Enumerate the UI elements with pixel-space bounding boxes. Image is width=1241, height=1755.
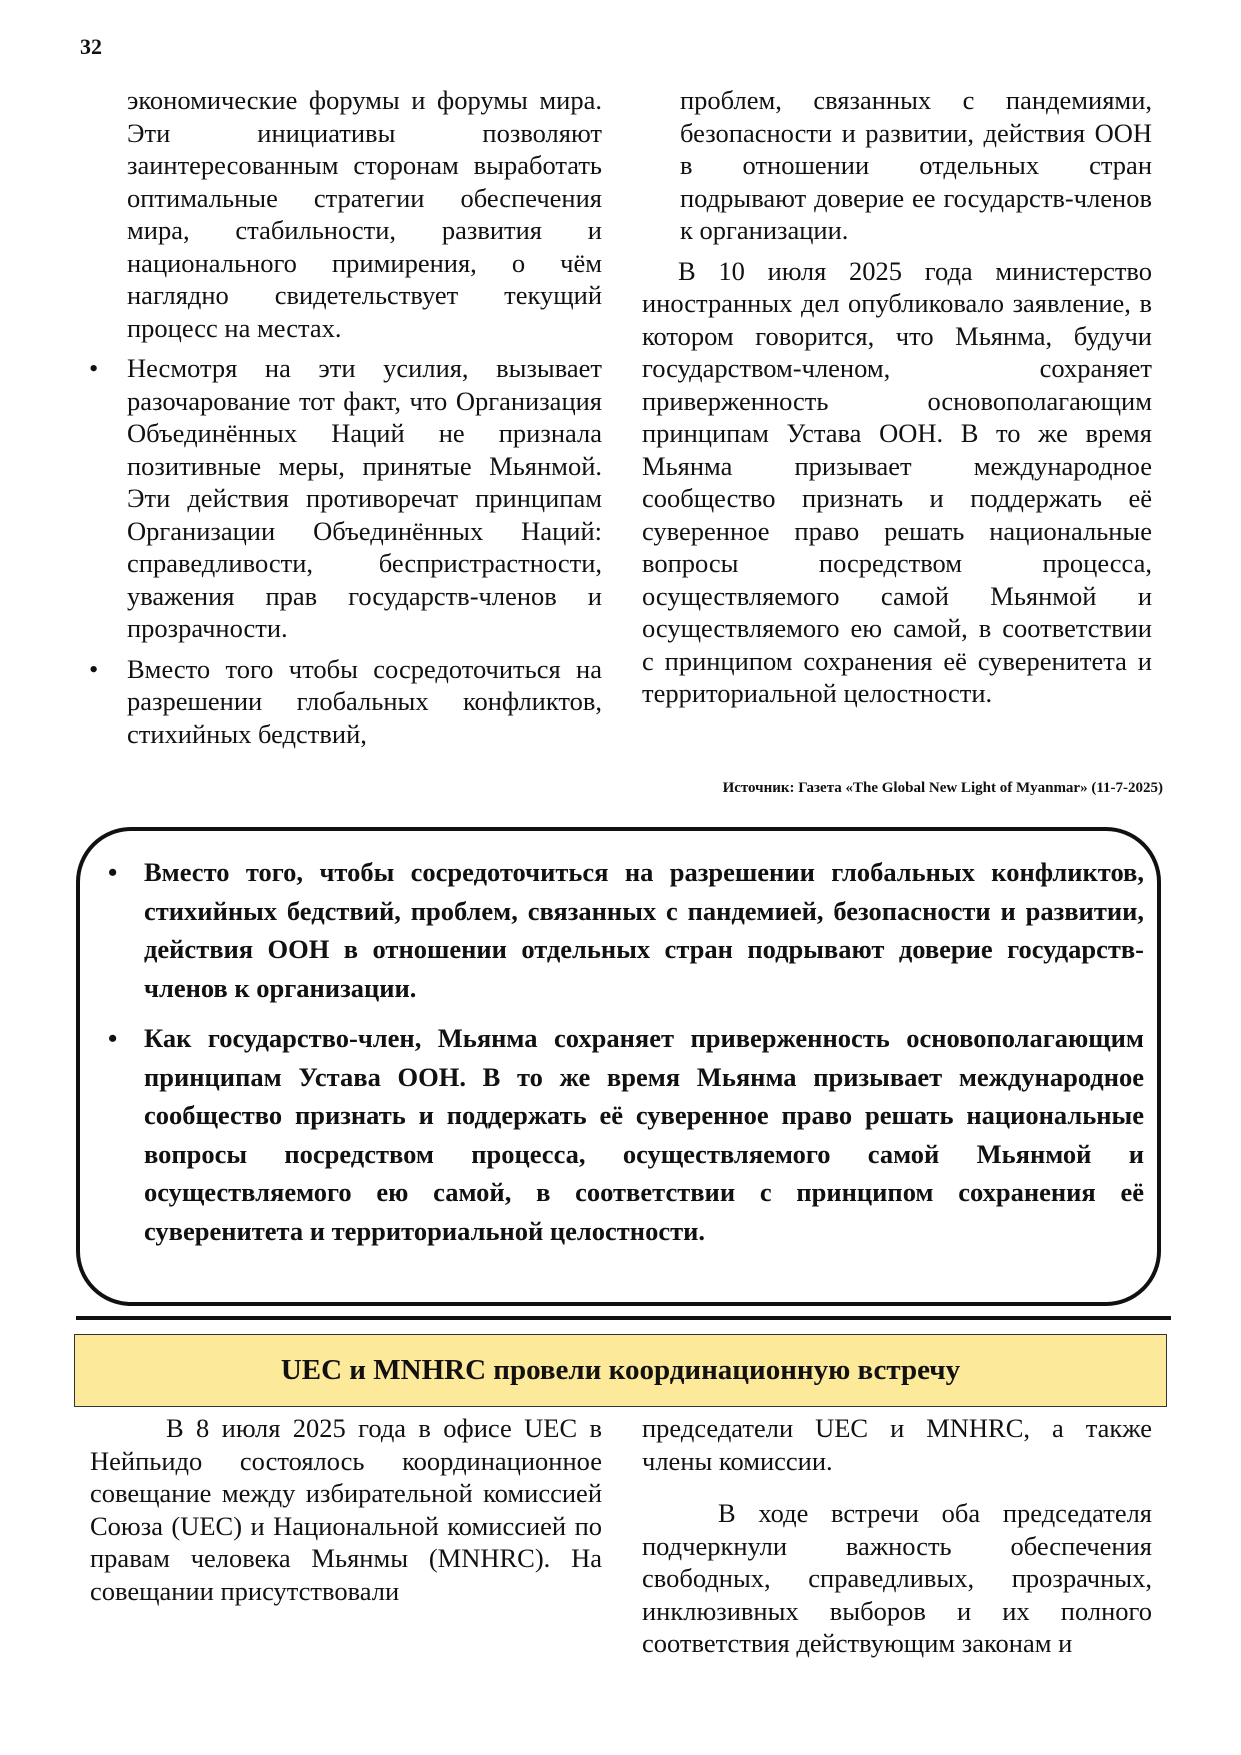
article-right-column (642, 1412, 1152, 1660)
source-citation: Источник: Газета «The Global New Light of Myanmar» (11-7-2025) (722, 780, 1163, 796)
article-title-banner (74, 1334, 1167, 1407)
statement-paragraph: В 10 июля 2025 года министерство иностранных дел опубликовало заявление, в котором говорится, что Мьянма, будучи государством-членом, сохраняет приверженность основополагающим принципам Устава ООН. В то же время Мьянма призывает международное сообщество признать и поддержать её суверенное право решать национальные вопросы посредством процесса, осуществляемого самой Мьянмой и осуществляемого ею самой, в соответствии с принципом сохранения её суверенитета и территориальной целостности. (642, 255, 1152, 708)
article-left-column (90, 1412, 602, 1607)
left-column-top (127, 84, 602, 750)
article-title: UEC и MNHRC провели координационную встречу (280, 1354, 961, 1386)
section-divider (76, 1316, 1171, 1320)
summary-box (76, 827, 1161, 1306)
bullet-item-2-end: проблем, связанных с пандемиями, безопасности и развитии, действия ООН в отношении отдельных стран подрывают доверие ее государств-членов к организации. (680, 85, 1152, 245)
article-paragraph-1-end: председатели UEC и MNHRC, а также члены комиссии. (642, 1413, 1152, 1476)
page-number: 32 (80, 34, 102, 59)
right-column-top (642, 84, 1152, 710)
article-paragraph-2: В ходе встречи оба председателя подчеркнули важность обеспечения свободных, справедливых, прозрачных, инклюзивных выборов и их полного соответствия действующим законам и (642, 1498, 1152, 1658)
summary-bullet-1: • Вместо того, чтобы сосредоточиться на разрешении глобальных конфликтов, стихийных бедствий, проблем, связанных с пандемией, безопасности и развитии, действия ООН в отношении отдельных стран подрывают доверие государств-членов к организации. (144, 853, 1144, 1007)
article-paragraph-1: В 8 июля 2025 года в офисе UEC в Нейпьидо состоялось координационное совещание между избирательной комиссией Союза (UEC) и Национальной комиссией по правам человека Мьянмы (MNHRC). На совещании присутствовали (90, 1413, 602, 1606)
summary-list (144, 853, 1144, 1262)
summary-bullet-2: • Как государство-член, Мьянма сохраняет приверженность основополагающим принципам Устава ООН. В то же время Мьянма призывает международное сообщество признать и поддержать её суверенное право решать национальные вопросы посредством процесса, осуществляемого самой Мьянмой и осуществляемого ею самой, в соответствии с принципом сохранения её суверенитета и территориальной целостности. (144, 1019, 1144, 1250)
bullet-item-1: • Несмотря на эти усилия, вызывает разочарование тот факт, что Организация Объединённых Наций не признала позитивные меры, принятые Мьянмой. Эти действия противоречат принципам Организации Объединённых Наций: справедливости, беспристрастности, уважения прав государств-членов и прозрачности. (127, 352, 602, 645)
left-continuation-text: экономические форумы и форумы мира. Эти инициативы позволяют заинтересованным сторонам выработать оптимальные стратегии обеспечения мира, стабильности, развития и национального примирения, о чём наглядно свидетельствует текущий процесс на местах. (127, 85, 602, 343)
bullet-item-2-start: • Вместо того чтобы сосредоточиться на разрешении глобальных конфликтов, стихийных бедствий, (127, 653, 602, 751)
bullet-list (127, 352, 602, 750)
